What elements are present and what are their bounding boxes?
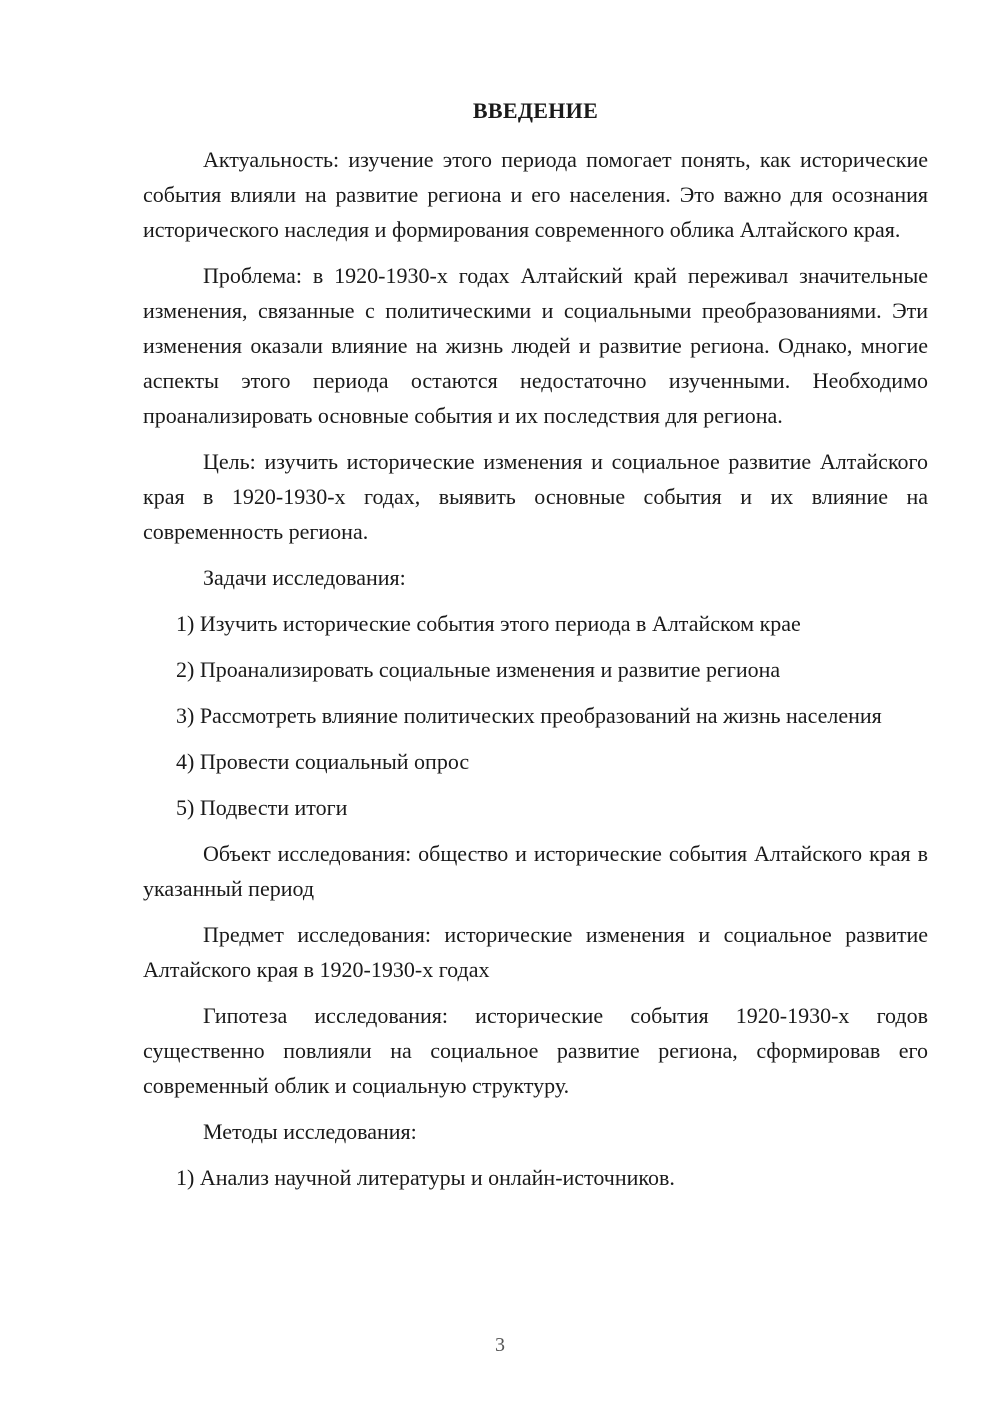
page-title: ВВЕДЕНИЕ bbox=[472, 98, 599, 123]
relevance-paragraph: Актуальность: изучение этого периода помогает понять, как исторические события влияли на развитие региона и его населения. Это важно для осознания исторического наследия и формирования современного облика Алтайского края. bbox=[143, 147, 928, 242]
task-item-3: 3) Рассмотреть влияние политических преобразований на жизнь населения bbox=[176, 703, 882, 728]
page-number: 3 bbox=[495, 1334, 505, 1356]
goal-paragraph: Цель: изучить исторические изменения и социальное развитие Алтайского края в 1920-1930-х годах, выявить основные события и их влияние на современность региона. bbox=[143, 449, 928, 544]
method-item-1: 1) Анализ научной литературы и онлайн-источников. bbox=[176, 1165, 675, 1190]
task-item-4: 4) Провести социальный опрос bbox=[176, 749, 470, 774]
task-item-2: 2) Проанализировать социальные изменения и развитие региона bbox=[176, 657, 781, 682]
methods-title: Методы исследования: bbox=[203, 1119, 417, 1144]
tasks-title: Задачи исследования: bbox=[203, 565, 406, 590]
task-item-5: 5) Подвести итоги bbox=[176, 795, 348, 820]
task-item-1: 1) Изучить исторические события этого периода в Алтайском крае bbox=[176, 611, 801, 636]
problem-paragraph: Проблема: в 1920-1930-х годах Алтайский край переживал значительные изменения, связанные с политическими и социальными преобразованиями. Эти изменения оказали влияние на жизнь людей и развитие региона. Однако, многие аспекты этого периода остаются недостаточно изученными. Необходимо проанализировать основные события и их последствия для региона. bbox=[143, 263, 928, 428]
document-body bbox=[143, 142, 928, 1206]
subject-paragraph: Предмет исследования: исторические изменения и социальное развитие Алтайского края в 1920-1930-х годах bbox=[143, 922, 928, 982]
hypothesis-paragraph: Гипотеза исследования: исторические события 1920-1930-х годов существенно повлияли на социальное развитие региона, сформировав его современный облик и социальную структуру. bbox=[143, 1003, 928, 1098]
object-paragraph: Объект исследования: общество и исторические события Алтайского края в указанный период bbox=[143, 841, 928, 901]
